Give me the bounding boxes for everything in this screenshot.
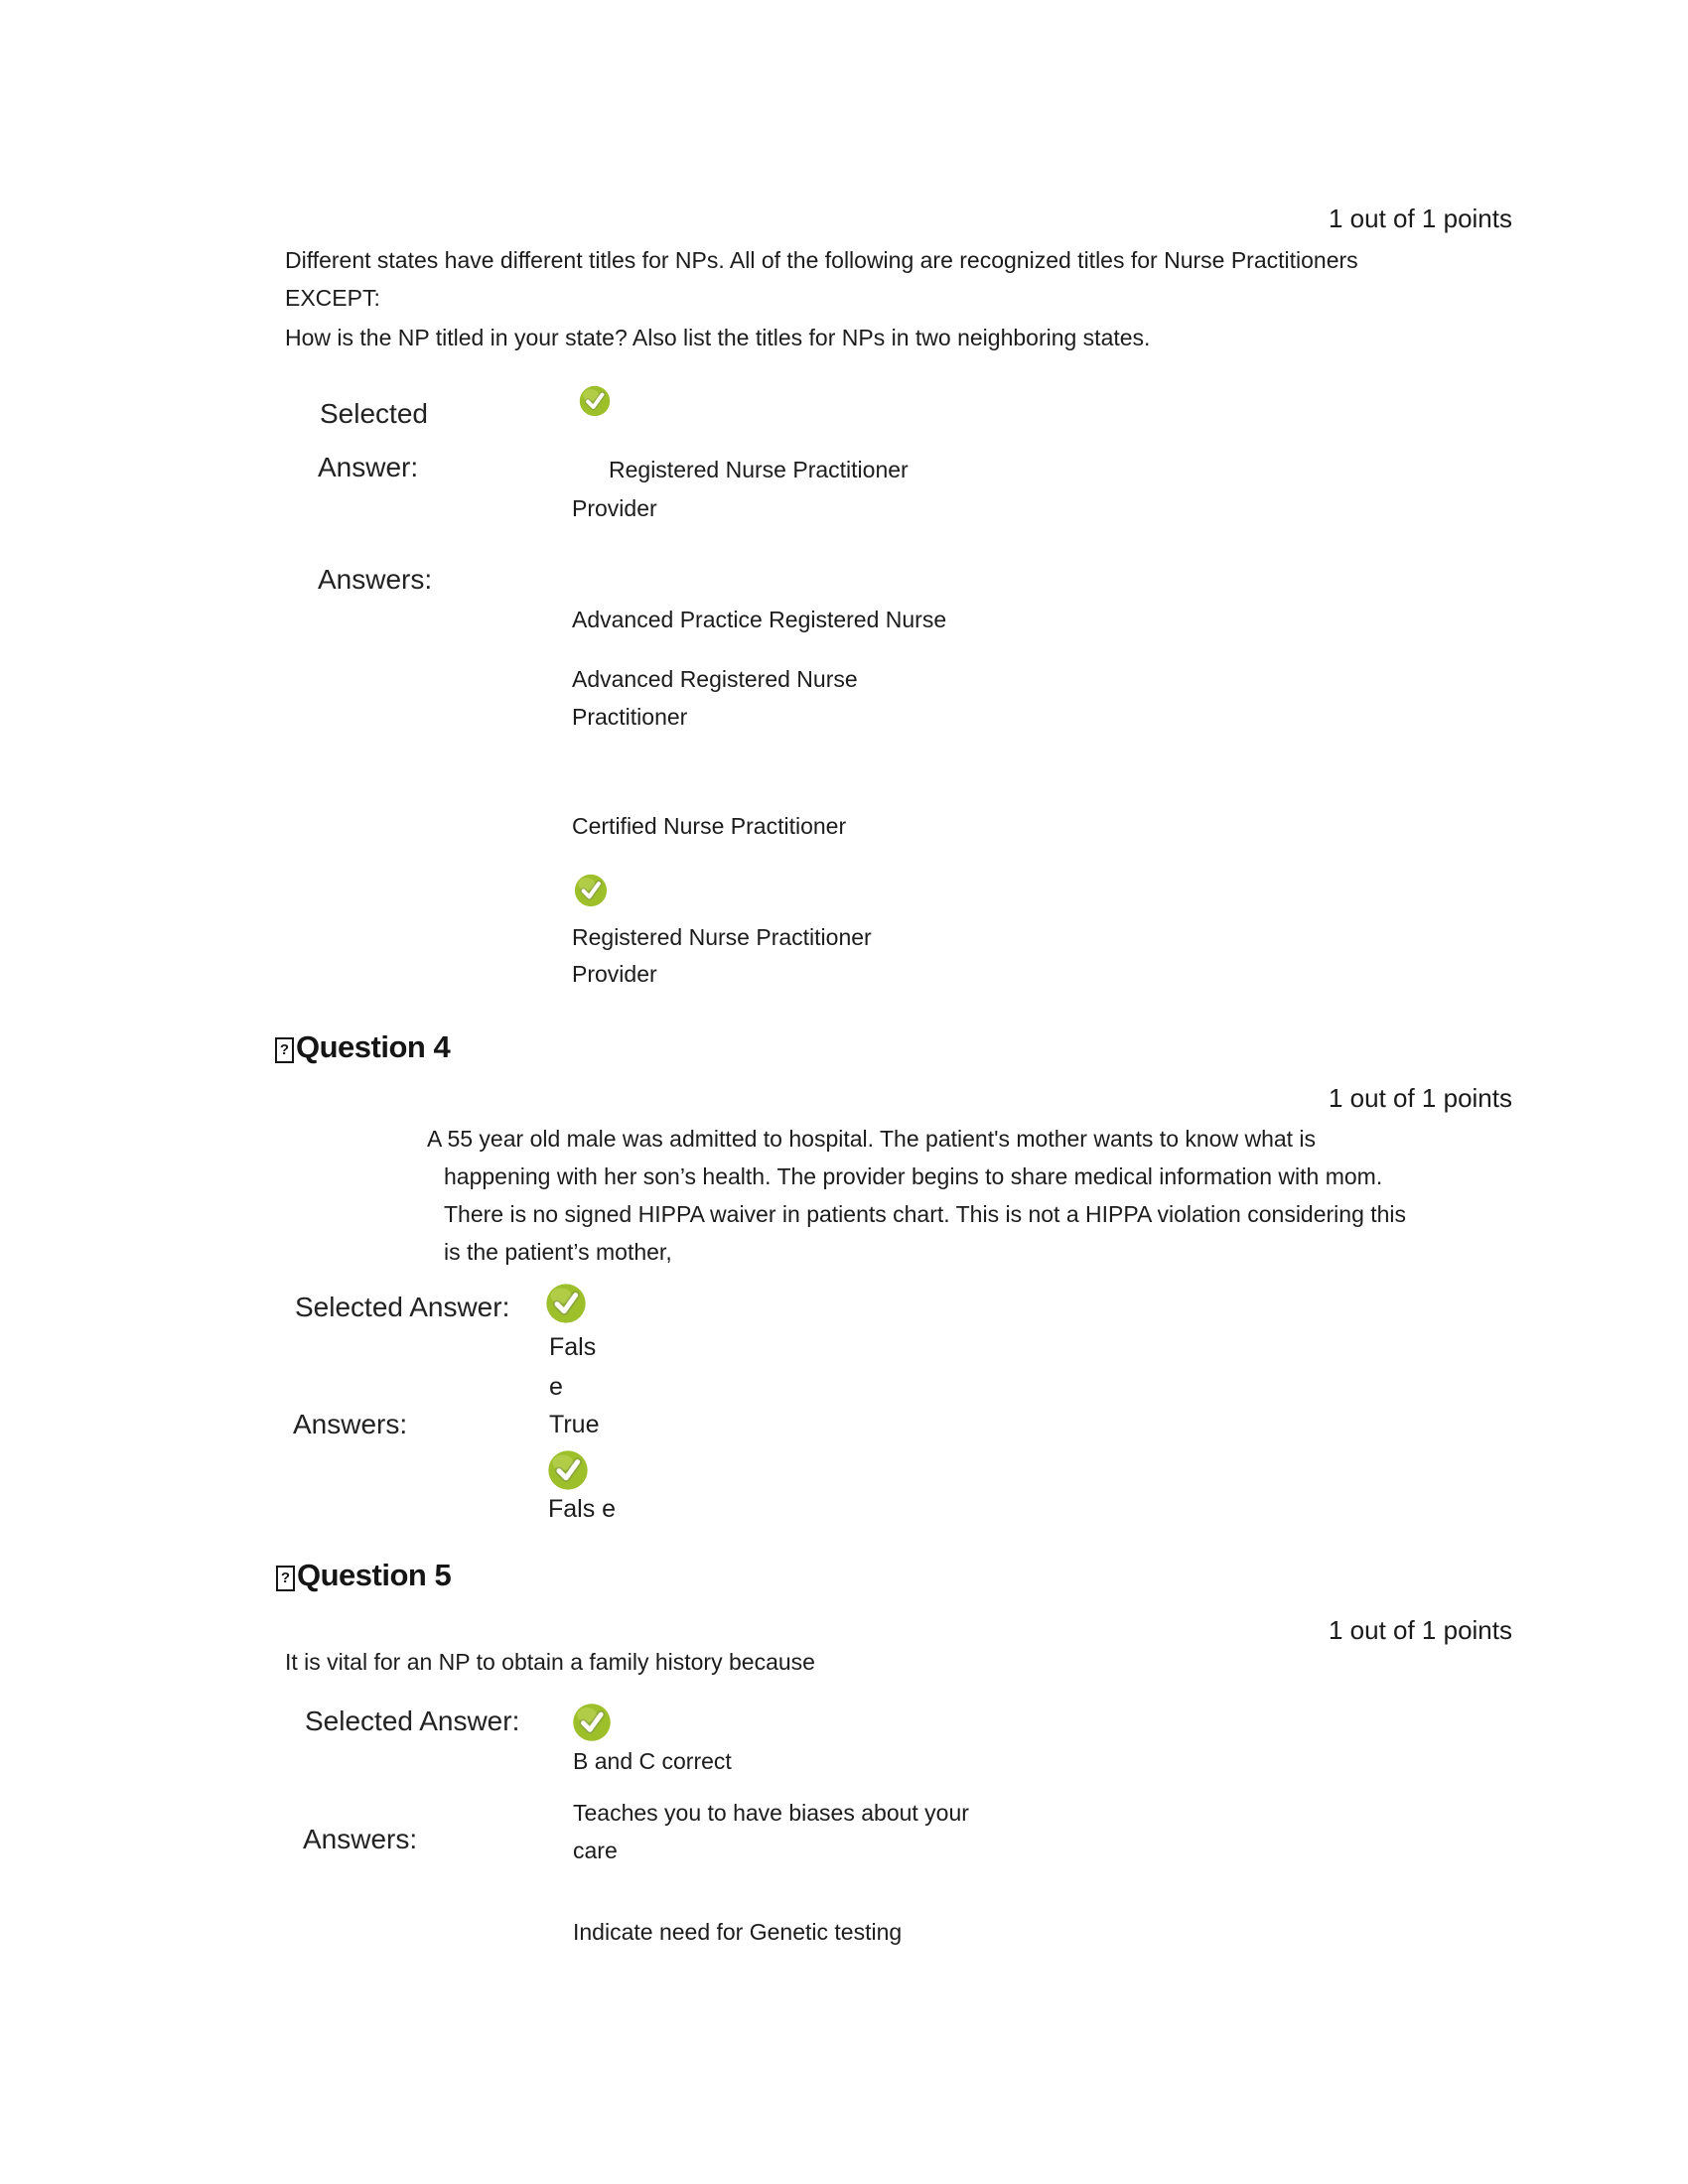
q4-selected-answer-text: e — [549, 1373, 563, 1401]
q3-prompt-line: Different states have different titles for NPs. All of the following are recognized titles for Nurse Practitioners — [285, 247, 1358, 273]
q3-prompt-line: EXCEPT: — [285, 285, 380, 311]
q5-answer-option: care — [573, 1838, 618, 1863]
q5-heading-text: Question 5 — [297, 1558, 452, 1592]
q5-answer-option: Indicate need for Genetic testing — [573, 1919, 903, 1945]
q3-answer-option: Advanced Registered Nurse — [572, 666, 858, 692]
q4-prompt-line: There is no signed HIPPA waiver in patients chart. This is not a HIPPA violation considering this — [444, 1201, 1407, 1227]
q3-prompt-line: How is the NP titled in your state? Also list the titles for NPs in two neighboring states. — [285, 325, 1151, 350]
q3-selected-answer-label: Answer: — [318, 452, 419, 482]
q3-answers-label: Answers: — [318, 564, 433, 595]
q3-answer-option: Registered Nurse Practitioner — [572, 924, 872, 950]
q4-selected-answer-label: Selected Answer: — [295, 1292, 510, 1322]
q3-answer-option: Practitioner — [572, 704, 688, 730]
q3-points-badge: 1 out of 1 points — [1328, 204, 1512, 233]
q4-points-badge: 1 out of 1 points — [1328, 1083, 1512, 1113]
q4-selected-answer-text: Fals — [549, 1333, 597, 1361]
q5-selected-answer-text: B and C correct — [573, 1748, 732, 1774]
q5-prompt-line: It is vital for an NP to obtain a family history because — [285, 1649, 815, 1675]
q4-answer-option: True — [549, 1411, 600, 1438]
missing-glyph-icon: ? — [275, 1037, 294, 1063]
correct-check-icon — [546, 1448, 590, 1492]
q4-answers-label: Answers: — [293, 1409, 408, 1439]
correct-check-icon — [571, 1702, 613, 1743]
q3-selected-answer-text: Provider — [572, 495, 657, 521]
q5-answers-label: Answers: — [303, 1824, 418, 1854]
q5-selected-answer-label: Selected Answer: — [305, 1706, 520, 1736]
q4-heading — [275, 1030, 450, 1063]
correct-check-icon — [544, 1282, 588, 1325]
q4-answer-option: Fals e — [548, 1495, 617, 1523]
q5-answer-option: Teaches you to have biases about your — [573, 1800, 969, 1826]
q4-prompt-line: A 55 year old male was admitted to hospital. The patient's mother wants to know what is — [427, 1126, 1317, 1152]
q5-points-badge: 1 out of 1 points — [1328, 1615, 1512, 1645]
q5-heading — [276, 1559, 451, 1591]
correct-check-icon — [573, 873, 609, 908]
q3-answer-option: Provider — [572, 961, 657, 987]
q3-answer-option: Certified Nurse Practitioner — [572, 813, 847, 839]
missing-glyph-icon: ? — [276, 1566, 295, 1591]
q4-heading-text: Question 4 — [296, 1029, 451, 1064]
q3-answer-option: Advanced Practice Registered Nurse — [572, 607, 947, 632]
q3-selected-answer-text: Registered Nurse Practitioner — [609, 457, 909, 482]
q3-selected-answer-label: Selected — [320, 398, 428, 429]
correct-check-icon — [578, 384, 612, 418]
q4-prompt-line: happening with her son’s health. The provider begins to share medical information with mom. — [444, 1163, 1383, 1189]
q4-prompt-line: is the patient’s mother, — [444, 1239, 672, 1265]
